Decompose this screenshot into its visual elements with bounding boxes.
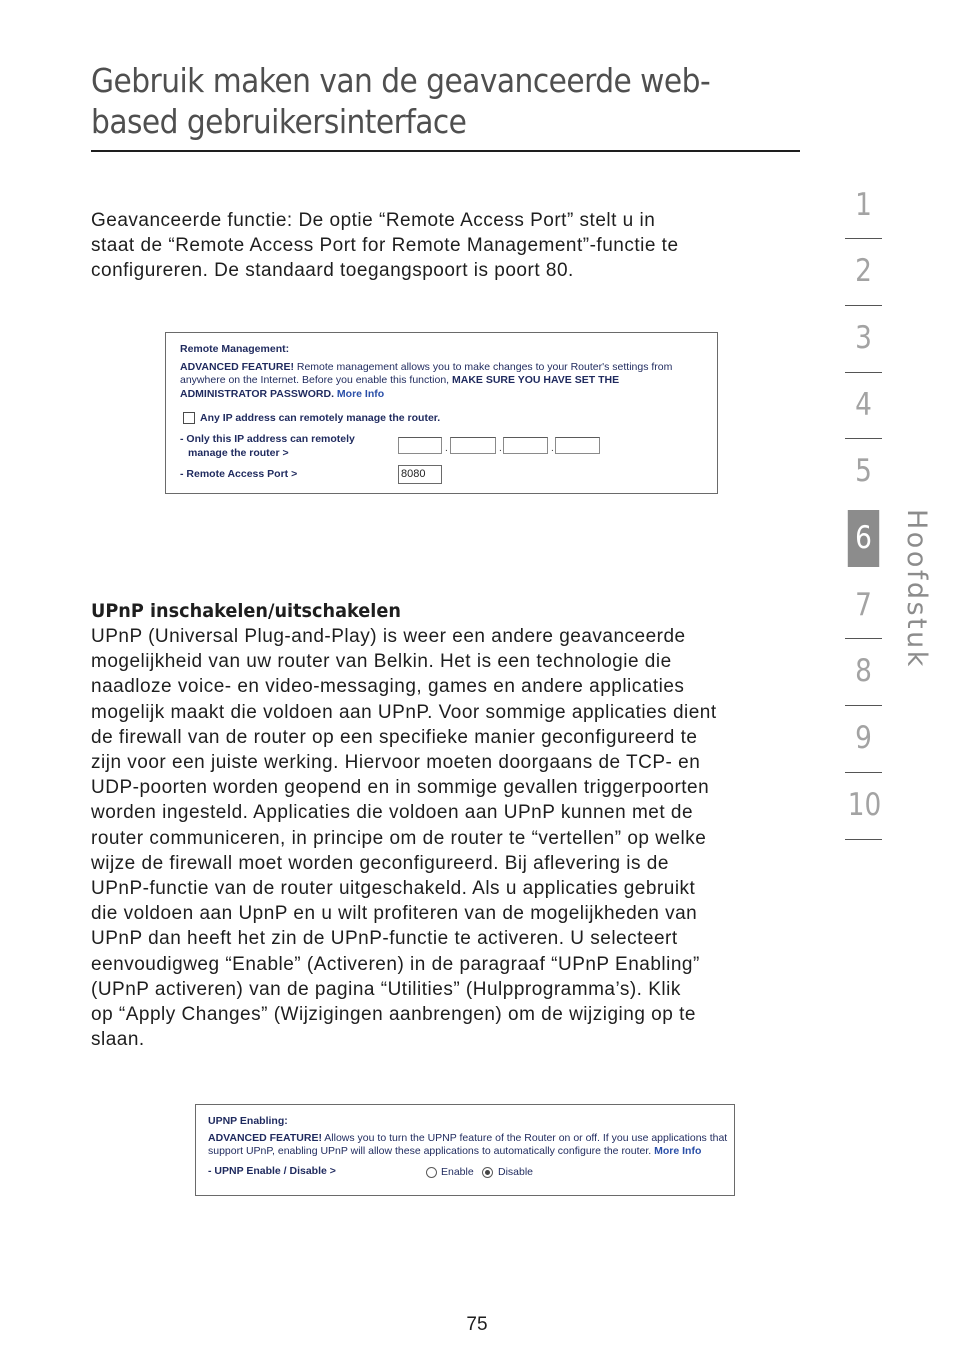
chapter-3[interactable]: 3	[855, 320, 872, 356]
upnp-disable-label: Disable	[498, 1166, 534, 1178]
remote-access-port-label: - Remote Access Port >	[180, 468, 298, 480]
remote-management-screenshot	[165, 332, 718, 494]
page-title-line: Gebruik maken van de geavanceerde web-	[91, 61, 711, 100]
upnp-description-line-2	[208, 1145, 701, 1157]
more-info-link[interactable]: More Info	[654, 1145, 702, 1157]
advanced-feature-label: ADVANCED FEATURE!	[180, 361, 294, 373]
page-number: 75	[466, 1314, 488, 1335]
title-divider	[91, 150, 800, 152]
more-info-link[interactable]: More Info	[336, 388, 385, 400]
chapter-divider	[845, 238, 882, 239]
paragraph-line: UPnP-functie van de router uitgeschakeld. Als u applicaties gebruikt	[91, 878, 696, 900]
chapter-8[interactable]: 8	[855, 653, 872, 689]
remote-description-line-2	[180, 374, 619, 386]
description-text: Allows you to turn the UPNP feature of the Router on or off. If you use applications that	[321, 1132, 728, 1144]
description-text: Remote management allows you to make changes to your Router's settings from	[293, 361, 673, 373]
upnp-heading: UPnP inschakelen/uitschakelen	[91, 600, 401, 622]
paragraph-line: configureren. De standaard toegangspoort is poort 80.	[91, 260, 574, 282]
paragraph-line: naadloze voice- en video-messaging, games en andere applicaties	[91, 676, 685, 698]
chapter-10[interactable]: 10	[847, 787, 882, 823]
chapter-divider	[845, 438, 882, 439]
paragraph-line: wijze de firewall moet worden geconfigureerd. Bij aflevering is de	[91, 852, 669, 874]
description-text: support UPnP, enabling UPnP will allow these applications to automatically configure the router.	[208, 1145, 655, 1157]
ip-octet-3-input[interactable]	[503, 437, 548, 454]
ip-separator: .	[499, 443, 502, 454]
ip-octet-4-input[interactable]	[555, 437, 600, 454]
page-title	[91, 60, 739, 142]
upnp-paragraph	[91, 624, 717, 1052]
upnp-description-line-1	[208, 1132, 727, 1144]
paragraph-line: zijn voor een juiste werking. Hiervoor moeten doorgaans de TCP- en	[91, 752, 701, 774]
paragraph-line: Geavanceerde functie: De optie “Remote Access Port” stelt u in	[91, 210, 656, 231]
intro-paragraph	[91, 208, 679, 284]
chapter-divider	[845, 772, 882, 773]
description-emphasis: ADMINISTRATOR PASSWORD.	[180, 388, 334, 400]
paragraph-line: UPnP (Universal Plug-and-Play) is weer een andere geavanceerde	[91, 626, 686, 647]
paragraph-line: de firewall van de router op een specifieke manier geconfigureerd te	[91, 726, 698, 748]
upnp-enabling-heading: UPNP Enabling:	[208, 1115, 288, 1127]
paragraph-line: mogelijkheid van uw router van Belkin. Het is een technologie die	[91, 651, 672, 673]
paragraph-line: UPnP dan heeft het zin de UPnP-functie te activeren. U selecteert	[91, 928, 678, 950]
chapter-side-label: Hoofdstuk	[901, 509, 932, 669]
paragraph-line: eenvoudigweg “Enable” (Activeren) in de paragraaf “UPnP Enabling”	[91, 953, 700, 975]
chapter-4[interactable]: 4	[855, 387, 872, 423]
paragraph-line: router communiceren, in principe om de router te “vertellen” op welke	[91, 827, 707, 849]
chapter-1[interactable]: 1	[855, 187, 872, 223]
chapter-divider	[845, 705, 882, 706]
chapter-divider	[845, 638, 882, 639]
upnp-disable-radio[interactable]	[482, 1167, 493, 1178]
advanced-feature-label: ADVANCED FEATURE!	[208, 1132, 322, 1144]
chapter-6-active[interactable]: 6	[848, 510, 879, 567]
only-ip-label-continued: manage the router >	[188, 447, 289, 459]
ip-separator: .	[445, 443, 448, 454]
remote-access-port-input[interactable]: 8080	[398, 465, 442, 484]
any-ip-checkbox[interactable]	[183, 412, 195, 424]
chapter-7[interactable]: 7	[855, 587, 872, 623]
chapter-9[interactable]: 9	[855, 720, 872, 756]
remote-management-heading: Remote Management:	[180, 343, 290, 355]
paragraph-line: slaan.	[91, 1029, 145, 1051]
chapter-divider	[845, 305, 882, 306]
paragraph-line: op “Apply Changes” (Wijzigingen aanbrengen) om de wijziging op te	[91, 1004, 696, 1026]
chapter-divider	[845, 372, 882, 373]
paragraph-line: worden ingesteld. Applicaties die voldoen aan UPnP kunnen met de	[91, 802, 694, 824]
only-ip-label: - Only this IP address can remotely	[180, 433, 355, 445]
any-ip-label: Any IP address can remotely manage the router.	[200, 412, 441, 424]
paragraph-line: staat de “Remote Access Port for Remote Management”-functie te	[91, 235, 679, 257]
chapter-divider	[845, 839, 882, 840]
ip-octet-1-input[interactable]	[398, 437, 442, 454]
upnp-toggle-label: - UPNP Enable / Disable >	[208, 1165, 336, 1177]
chapter-2[interactable]: 2	[855, 253, 872, 289]
upnp-enable-label: Enable	[441, 1166, 474, 1178]
chapter-5[interactable]: 5	[855, 453, 872, 489]
description-text: anywhere on the Internet. Before you enable this function,	[180, 374, 453, 386]
paragraph-line: UDP-poorten worden geopend en in sommige gevallen triggerpoorten	[91, 777, 710, 799]
paragraph-line: mogelijk maakt die voldoen aan UPnP. Voor sommige applicaties dient	[91, 701, 717, 723]
ip-separator: .	[551, 443, 554, 454]
paragraph-line: (UPnP activeren) van de pagina “Utilities” (Hulpprogramma’s). Klik	[91, 978, 681, 1000]
upnp-enable-radio[interactable]	[426, 1167, 437, 1178]
remote-description-line-3	[180, 388, 384, 400]
upnp-enabling-screenshot	[195, 1104, 735, 1196]
remote-description-line-1	[180, 361, 672, 373]
description-emphasis: MAKE SURE YOU HAVE SET THE	[452, 374, 620, 386]
ip-octet-2-input[interactable]	[450, 437, 496, 454]
paragraph-line: die voldoen aan UpnP en u wilt profiteren van de mogelijkheden van	[91, 903, 698, 925]
page-title-line: based gebruikersinterface	[91, 102, 467, 141]
